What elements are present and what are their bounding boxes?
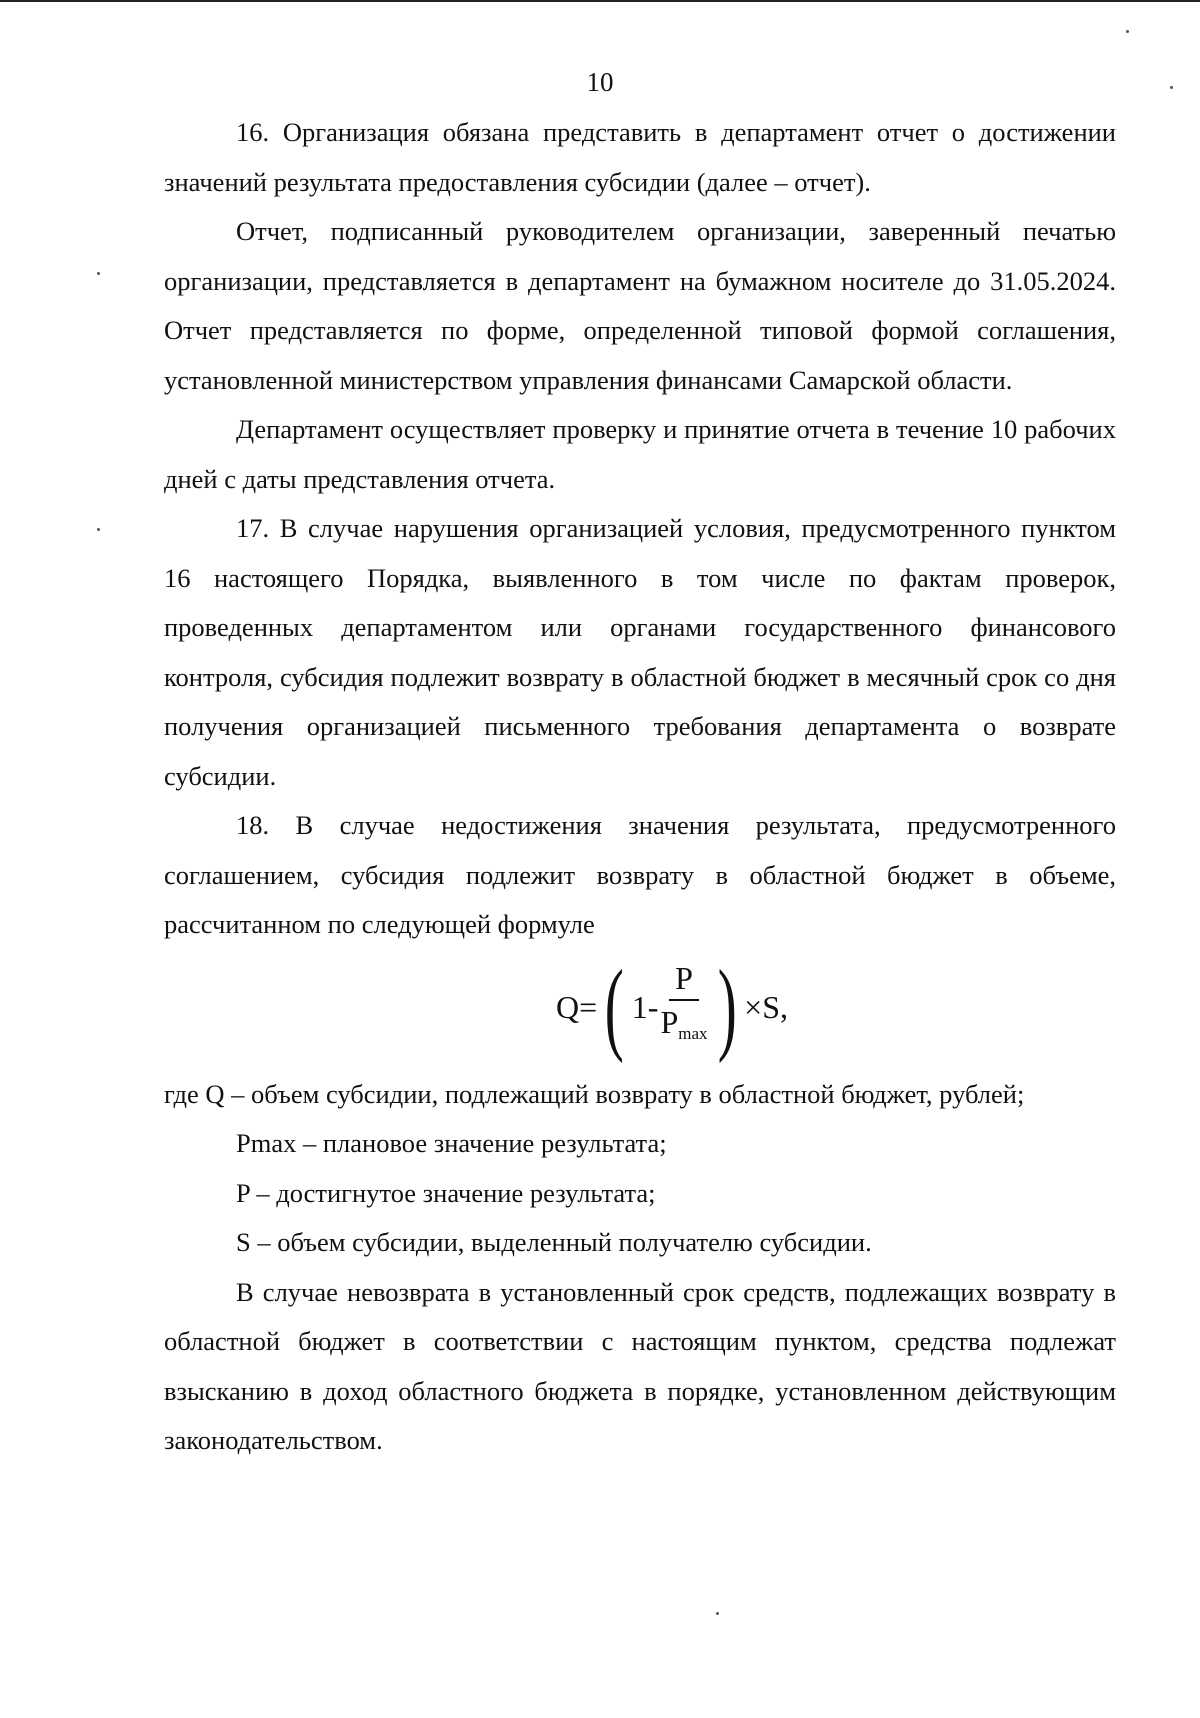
formula-denominator xyxy=(660,1001,707,1055)
formula-numerator: P xyxy=(669,959,699,1001)
top-border-line xyxy=(0,0,1200,2)
paragraph-16: 16. Организация обязана представить в департамент отчет о достижении значений результата предоставления субсидии (далее – отчет). xyxy=(164,117,1116,197)
definition-p: P – достигнутое значение результата; xyxy=(236,1177,656,1208)
refund-formula xyxy=(556,948,789,1064)
definition-s: S – объем субсидии, выделенный получателю субсидии. xyxy=(236,1227,872,1257)
paragraph-report-submission: Отчет, подписанный руководителем организации, заверенный печатью организации, представляется в департамент на бумажном носителе до 31.05.2024. Отчет представляется по форме, определенной типовой формой соглашения, установленной министерством управления финансами Самарской области. xyxy=(164,216,1116,395)
paragraph-18: 18. В случае недостижения значения результата, предусмотренного соглашением, субсидия подлежит возврату в областной бюджет в объеме, рассчитанном по следующей формуле xyxy=(164,810,1116,939)
scan-speck xyxy=(97,528,100,531)
definition-pmax: Pmax – плановое значение результата; xyxy=(236,1128,667,1158)
closing-paragraph: В случае невозврата в установленный срок средств, подлежащих возврату в областной бюджет в соответствии с настоящим пунктом, средства подлежат взысканию в доход областного бюджета в порядке, установленном действующим законодательством. xyxy=(164,1276,1116,1455)
formula-right-paren: ) xyxy=(717,948,737,1064)
definitions-intro: где Q – объем субсидии, подлежащий возврату в областной бюджет, рублей; xyxy=(164,1078,1025,1109)
paragraph-17: 17. В случае нарушения организацией условия, предусмотренного пунктом 16 настоящего Порядка, выявленного в том числе по фактам проверок, проведенных департаментом или органами государственного финансового контроля, субсидия подлежит возврату в областной бюджет в месячный срок со дня получения организацией письменного требования департамента о возврате субсидии. xyxy=(164,513,1116,791)
formula-minus: - xyxy=(647,988,659,1025)
formula-one: 1 xyxy=(631,988,648,1025)
scan-speck xyxy=(1170,86,1173,89)
formula-lhs: Q xyxy=(556,988,580,1025)
scan-speck xyxy=(1126,30,1129,33)
formula-left-paren: ( xyxy=(604,948,625,1064)
formula-block xyxy=(164,948,1116,1064)
formula-denominator-subscript: max xyxy=(678,1023,708,1043)
page-number: 10 xyxy=(586,67,614,97)
scan-speck xyxy=(97,272,100,275)
formula-times-s: ×S, xyxy=(744,988,789,1025)
paragraph-report-review: Департамент осуществляет проверку и принятие отчета в течение 10 рабочих дней с даты представления отчета. xyxy=(164,414,1116,494)
scan-speck xyxy=(716,1612,719,1615)
formula-denominator-base: P xyxy=(660,1003,679,1040)
formula-equals: = xyxy=(579,988,598,1025)
document-body xyxy=(164,108,1116,1466)
formula-fraction xyxy=(660,959,707,1055)
